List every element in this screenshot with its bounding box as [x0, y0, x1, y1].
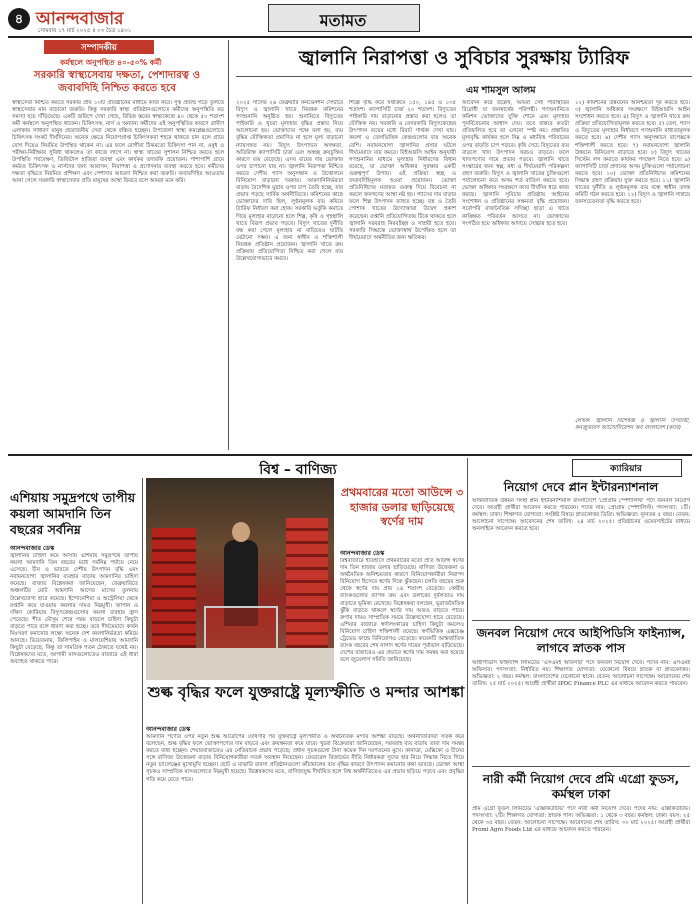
editorial-label: সম্পাদকীয়	[81, 43, 117, 53]
feature-col-3: আবেদন করে উল্লেখ, আমরা সেই পরিস্থিতির বিরোধী যা জনস্বার্থের পরিপন্থী। গণশুনানিতে কমিশন ভোক্তাদের যুক্তি শোনে এবং মূল্যহার পুনর্বিবেচনার আশ্বাস দেয়। তবে বাস্তবে কতটা প্রতিফলিত হবে তা এখনো স্পষ্ট নয়। প্রস্তাবিত মূল্যবৃদ্ধি কার্যকর হলে নিম্ন ও মধ্যবিত্ত পরিবারের ওপর বাড়তি চাপ পড়বে। কৃষি সেচে বিদ্যুতের ব্যয় বাড়লে খাদ্য উৎপাদন খরচও বাড়বে। ফলে খাদ্যপণ্যের দামে প্রভাব পড়বে। জ্বালানি খাতে সংস্কারের জন্য স্বল্প, মধ্য ও দীর্ঘমেয়াদি পরিকল্পনা গ্রহণ জরুরি। বিদ্যুৎ ও জ্বালানি খাতের চুক্তিগুলো পর্যালোচনা করে অসম শর্ত বাতিল করতে হবে। ভোক্তা অধিকার সংরক্ষণে ক্যাব দীর্ঘদিন ধরে কাজ করছে। জ্বালানি সুবিচার প্রতিষ্ঠায় আইনের সংশোধন ও প্রতিষ্ঠানের সক্ষমতা বৃদ্ধি প্রয়োজন। সর্বোপরি রাজনৈতিক সদিচ্ছা ছাড়া এ খাতে কাঙ্ক্ষিত পরিবর্তন আসবে না। ভোক্তাদের সংগঠিত হয়ে অধিকার আদায়ে সোচ্চার হতে হবে।	[462, 100, 569, 227]
career-job2-headline: জনবল নিয়োগ দেবে আইপিডিসি ফাইন্যান্স, লাগবে স্নাতক পাস	[476, 626, 686, 655]
commerce-section-title: বিশ্ব – বাণিজ্য	[259, 462, 337, 478]
masthead-logo: আনন্দবাজার	[36, 9, 124, 29]
career-rule-2	[472, 766, 690, 767]
commerce-left-headline: এশিয়ায় সমুদ্রপথে তাপীয় কয়লা আমদানি তিন বছরের সর্বনিম্ন	[10, 490, 136, 537]
career-job2-body: আইপিডিসি ফাইন্যান্স লিমিটেড 'এসএমই অফিসার' পদে জনবল নিয়োগ দেবে। পদের নাম: এসএমই অফিসার। পদসংখ্যা: নির্ধারিত নয়। শিক্ষাগত যোগ্যতা: যেকোনো বিষয়ে স্নাতক বা স্নাতকোত্তর। অভিজ্ঞতা: ২ বছর। কর্মস্থল: বাংলাদেশের যেকোনো স্থানে। বেতন: আলোচনা সাপেক্ষে। আবেদনের শেষ তারিখ: ২৫ মার্চ ২০২৫। আগ্রহী প্রার্থীরা IPDC Finance PLC এর মাধ্যমে আবেদন করতে পারবেন।	[472, 660, 690, 688]
feature-byline: এম শামসুল আলম	[466, 85, 536, 96]
editorial-kicker: কর্মস্থলে অনুপস্থিত ৪০-৫০% কর্মী	[60, 58, 162, 67]
commerce-right-headline: প্রথমবারের মতো আউন্সে ৩ হাজার ডলার ছাড়িয়েছে স্বর্ণের দাম	[340, 486, 464, 528]
career-rule-1	[472, 620, 690, 621]
career-job3-body: প্রমি এগ্রো ফুডস লিমিটেড 'এক্সিকিউটিভ' পদে নারী কর্মী নিয়োগ দেবে। পদের নাম: এক্সিকিউটিভ। পদসংখ্যা: ২টি। শিক্ষাগত যোগ্যতা: স্নাতক পাস। অভিজ্ঞতা: ১ থেকে ৩ বছর। কর্মস্থল: ঢাকা। বয়স: ২৫ থেকে ৩৫ বছর। বেতন: আলোচনা সাপেক্ষে। আবেদনের শেষ তারিখ: ৩০ মার্চ ২০২৫। আগ্রহী প্রার্থীরা Promi Agro Foods Ltd এর মাধ্যমে আবেদন করতে পারবেন।	[472, 806, 690, 834]
career-divider	[467, 458, 468, 904]
feature-col-1: ২০২৫ সালের ২৬ ফেব্রুয়ারি কনভেনশন সেন্টারে বিদ্যুৎ ও জ্বালানি খাতে নিয়ন্ত্রক কমিশনের গণশুনানি অনুষ্ঠিত হয়। শুনানিতে বিদ্যুতের পাইকারি ও খুচরা মূল্যহার বৃদ্ধির প্রস্তাব নিয়ে আলোচনা হয়। ভোক্তাদের পক্ষে বলা হয়, ব্যয় বৃদ্ধির যৌক্তিকতা প্রমাণিত না হলে মূল্য বাড়ানো ন্যায়সঙ্গত নয়। বিদ্যুৎ উৎপাদনে অদক্ষতা, অতিরিক্ত ক্যাপাসিটি চার্জ এবং অস্বচ্ছ ক্রয়চুক্তির কারণে ব্যয় বেড়েছে। এসব ব্যয়ের দায় ভোক্তার ওপর চাপানো যায় না। জ্বালানি নিরাপত্তা নিশ্চিত করতে দেশীয় গ্যাস অনুসন্ধান ও উত্তোলনে বিনিয়োগ বাড়ানো দরকার। আমদানিনির্ভরতা বাড়ায় বৈদেশিক মুদ্রার ওপর চাপ তৈরি হচ্ছে, যার প্রভাব পড়ছে সার্বিক অর্থনীতিতে। কমিশনের কাছে ভোক্তাদের দাবি ছিল, লুণ্ঠনমূলক ব্যয় কমিয়ে ট্যারিফ নির্ধারণ করা হোক। সরকারি ভর্তুকি কমাতে গিয়ে মূল্যহার বাড়ানো হলে শিল্প, কৃষি ও গৃহস্থালি খাতে বিরূপ প্রভাব পড়বে। বিদ্যুৎ খাতের দুর্নীতি বন্ধ করা গেলে মূল্যহার না বাড়িয়েও ঘাটতি মেটানো সম্ভব। এ জন্য স্বাধীন ও শক্তিশালী নিয়ন্ত্রক প্রতিষ্ঠান প্রয়োজন। জ্বালানি খাতে ক্রয় প্রক্রিয়ায় প্রতিযোগিতা নিশ্চিত করা গেলে ব্যয় উল্লেখযোগ্যভাবে কমবে।	[236, 100, 343, 263]
bottom-rule	[8, 454, 692, 456]
store-shelf-left	[152, 528, 196, 648]
shopping-photo	[146, 478, 334, 680]
commerce-center-body: আমদানি পণ্যের ওপর নতুন শুল্ক আরোপের ঘোষণার পর যুক্তরাষ্ট্রে মূল্যস্ফীতি ও অর্থনৈতিক মন্দার আশঙ্কা বাড়ছে। অর্থনীতিবিদরা সতর্ক করে বলেছেন, শুল্ক বৃদ্ধির ফলে ভোক্তাপণ্যের দাম বাড়বে এবং ক্রয়ক্ষমতা কমে যাবে। খুচরা বিক্রেতারা জানিয়েছেন, সরবরাহ ব্যয় বাড়ায় তারা দাম সমন্বয় করতে বাধ্য হচ্ছেন। শেয়ারবাজারেও এর নেতিবাচক প্রভাব পড়েছে; প্রধান সূচকগুলো টানা কয়েক দিন দরপতনের মুখে। কানাডা, মেক্সিকো ও চীনের সঙ্গে বাণিজ্য উত্তেজনা বাড়ায় বিনিয়োগকারীরা সতর্ক অবস্থান নিয়েছেন। ফেডারেল রিজার্ভের নীতি নির্ধারকরা সুদের হার নিয়ে সিদ্ধান্ত নিতে গিয়ে নতুন চ্যালেঞ্জের মুখোমুখি হচ্ছেন। ছোট ও মাঝারি ব্যবসা প্রতিষ্ঠানগুলো কাঁচামালের ব্যয় বৃদ্ধির কারণে উৎপাদন কমানোর কথা ভাবছে। ভোক্তা আস্থা সূচকও সাম্প্রতিক মাসগুলোতে নিম্নমুখী হয়েছে। বিশ্লেষকদের মতে, বাণিজ্যযুদ্ধ দীর্ঘায়িত হলে বিশ্ব অর্থনীতিতেও এর প্রভাব ছড়িয়ে পড়বে এবং প্রবৃদ্ধির গতি কমে যেতে পারে।	[146, 734, 464, 783]
commerce-left-byline: আনন্দবাজার ডেস্ক	[10, 545, 55, 552]
dateline: সোমবার ১৭ মার্চ ২০২৫ ॥ ০৩ চৈত্র ১৪৩১	[38, 28, 132, 34]
commerce-left-body: জ্বালানির চাহিদা কমে আসায় এশিয়ায় সমুদ্রপথে তাপীয় কয়লা আমদানি তিন বছরের মধ্যে সর্বনিম্ন পর্যায়ে নেমে এসেছে। চীন ও ভারতে দেশীয় উৎপাদন বৃদ্ধি এবং নবায়নযোগ্য জ্বালানির ব্যবহার বাড়ায় আমদানির চাহিদা কমেছে। বাজার বিশ্লেষকরা জানিয়েছেন, ফেব্রুয়ারিতে অঞ্চলটির মোট আমদানি আগের মাসের তুলনায় উল্লেখযোগ্য হারে কমেছে। ইন্দোনেশিয়া ও অস্ট্রেলিয়া থেকে রপ্তানি কমে যাওয়ায় কয়লার দামও নিম্নমুখী। জাপান ও দক্ষিণ কোরিয়ায় বিদ্যুৎকেন্দ্রগুলোর কয়লা ব্যবহার হ্রাস পেয়েছে। শীত মৌসুম শেষে গরম বাড়লে চাহিদা কিছুটা বাড়তে পারে বলে ধারণা করা হচ্ছে। তবে দীর্ঘমেয়াদে কার্বন নিঃসরণ কমানোর লক্ষ্যে অনেক দেশ কয়লানির্ভরতা কমিয়ে আনছে। ভিয়েতনাম, ফিলিপাইন ও মালয়েশিয়ায় আমদানি কিছুটা বেড়েছে, কিন্তু তা সামগ্রিক পতন ঠেকাতে যথেষ্ট নয়। বিশ্লেষকদের মতে, আগামী মাসগুলোতেও বাজারে এই ধারা অব্যাহত থাকতে পারে।	[10, 553, 138, 666]
feature-col-2: শিল্পে বৃদ্ধি করে যথাক্রমে ১৫০, ১৪৫ ও ১৩৫ শতাংশ। ক্যাপাসিটি চার্জ ২০ শতাংশ। বিদ্যুতের পাইকারি দাম বাড়ানোর প্রস্তাব করা হলেও তা যৌক্তিক নয়। সরকারি ও বেসরকারি বিদ্যুৎকেন্দ্রের উৎপাদন ব্যয়ের মধ্যে বিরাট পার্থক্য দেখা যায়। কয়লা ও তেলভিত্তিক কেন্দ্রগুলোর ব্যয় অনেক বেশি। নবায়নযোগ্য জ্বালানির প্রসার ঘটলে দীর্ঘমেয়াদে ব্যয় কমবে। বিইআরসি আইন অনুযায়ী গণশুনানির মাধ্যমে মূল্যহার নির্ধারণের বিধান রয়েছে, যা ভোক্তা অধিকার সুরক্ষার একটি গুরুত্বপূর্ণ উপায়। এই প্রক্রিয়া স্বচ্ছ ও জবাবদিহিমূলক হওয়া প্রয়োজন। ভোক্তা প্রতিনিধিদের মতামত গুরুত্ব দিয়ে বিবেচনা না করলে জনগণের আস্থা নষ্ট হয়। গ্যাসের দাম বাড়ার ফলে শিল্প উৎপাদন ব্যাহত হচ্ছে। বস্ত্র ও তৈরি পোশাক খাতের উদ্যোক্তারা উদ্বেগ প্রকাশ করেছেন। রপ্তানি প্রতিযোগিতায় টিকে থাকতে হলে জ্বালানি সরবরাহ নিরবচ্ছিন্ন ও সাশ্রয়ী হতে হবে। সরকারি সিদ্ধান্তে ভোক্তাস্বার্থ উপেক্ষিত হলে তা দীর্ঘমেয়াদে অর্থনীতির জন্য ক্ষতিকর।	[349, 100, 456, 241]
career-job1-headline: নিয়োগ দেবে প্লান ইন্টারন্যাশনাল	[503, 480, 659, 494]
feature-rule	[236, 76, 692, 77]
store-floor	[146, 648, 334, 680]
career-job3-headline: নারী কর্মী নিয়োগ দেবে প্রমি এগ্রো ফুডস, কর্মস্থল ঢাকা	[482, 772, 680, 801]
commerce-left-divider	[142, 478, 143, 904]
commerce-right-body: বিশ্ববাজারে ইতিহাসে প্রথমবারের মতো প্রতি আউন্স স্বর্ণের দাম তিন হাজার ডলার ছাড়িয়েছে। বাণিজ্য উত্তেজনা ও অর্থনৈতিক অনিশ্চয়তার কারণে বিনিয়োগকারীরা নিরাপদ বিনিয়োগ হিসেবে স্বর্ণের দিকে ঝুঁকছেন। চলতি বছরের শুরু থেকে স্বর্ণের দাম প্রায় ১৪ শতাংশ বেড়েছে। কেন্দ্রীয় ব্যাংকগুলোর ব্যাপক ক্রয় এবং ডলারের দুর্বলতাও দাম বাড়াতে ভূমিকা রেখেছে। বিশ্লেষকরা বলছেন, ভূরাজনৈতিক ঝুঁকি বাড়তে থাকলে স্বর্ণের দাম আরও বাড়তে পারে। রুপার দামও সাম্প্রতিক সময়ে উল্লেখযোগ্য হারে বেড়েছে। এশিয়ার বাজারে স্বর্ণালংকারের চাহিদা কিছুটা কমলেও বিনিয়োগ চাহিদা শক্তিশালী রয়েছে। স্বর্ণভিত্তিক এক্সচেঞ্জ ট্রেডেড ফান্ডে বিনিয়োগও বেড়েছে। কয়েকটি আন্তর্জাতিক ব্যাংক বছরের শেষ নাগাদ স্বর্ণের দামের পূর্বাভাস বাড়িয়েছে। দেশের বাজারেও এর প্রভাবে স্বর্ণের দাম সমন্বয় করা হয়েছে বলে জুয়েলার্স সমিতি জানিয়েছে।	[340, 558, 464, 664]
editorial-body: স্বাস্থ্যসেবা নিশ্চিত করতে সরকার প্রায় ১৩টি প্রতিষ্ঠানের মাধ্যমে কাজ করে। সুস্থ প্রজন্ম গড়ে তুলতে স্বাস্থ্যসেবার মান বাড়ানো জরুরি। কিন্তু সরকারি স্বাস্থ্য প্রতিষ্ঠানগুলোতে কর্মীদের অনুপস্থিতি বড় সমস্যা হয়ে দাঁড়িয়েছে। একটি জরিপে দেখা গেছে, বিভিন্ন স্তরের স্বাস্থ্যকেন্দ্রে ৪০ থেকে ৫০ শতাংশ কর্মী কর্মস্থলে অনুপস্থিত থাকেন। চিকিৎসক, নার্স ও অন্যান্য কর্মীদের এই অনুপস্থিতির কারণে গ্রামীণ এলাকার সাধারণ মানুষ প্রয়োজনীয় সেবা থেকে বঞ্চিত হচ্ছেন। উপজেলা স্বাস্থ্য কমপ্লেক্সগুলোতে চিকিৎসক সংকট দীর্ঘদিনের। অনেক ক্ষেত্রে নিয়োগপ্রাপ্ত চিকিৎসকরা শহরে থাকতে চান বলে গ্রামে যোগ দিয়েও নিয়মিত উপস্থিত থাকেন না। এর ফলে রোগীরা ঠিকমতো চিকিৎসা পান না, ওষুধ ও পরীক্ষা-নিরীক্ষার সুবিধা থাকলেও তা কাজে লাগে না। স্বাস্থ্য খাতের সুশাসন নিশ্চিত করতে হলে উপস্থিতি পর্যবেক্ষণ, ডিজিটাল হাজিরা ব্যবস্থা এবং কার্যকর তদারকি প্রয়োজন। পাশাপাশি গ্রামে কর্মরত চিকিৎসক ও নার্সদের জন্য আবাসন, নিরাপত্তা ও প্রণোদনার ব্যবস্থা করতে হবে। কর্মীদের দক্ষতা বৃদ্ধিতে নিয়মিত প্রশিক্ষণ এবং পেশাদার আচরণ নিশ্চিত করা জরুরি। জবাবদিহির আওতায় আনা গেলে সরকারি স্বাস্থ্যসেবার প্রতি মানুষের আস্থা ফিরবে বলে আমরা মনে করি।	[12, 100, 224, 185]
commerce-center-byline: আনন্দবাজার ডেস্ক	[146, 726, 191, 733]
career-label: ক্যারিয়ার	[610, 464, 642, 474]
career-job1-body: আন্তর্জাতিক উন্নয়ন সংস্থা প্লান ইন্টারন্যাশনাল বাংলাদেশে 'প্রোগ্রাম স্পেশালিস্ট' পদে জনবল নিয়োগ দেবে। আগ্রহী প্রার্থীরা আবেদন করতে পারবেন। পদের নাম: প্রোগ্রাম স্পেশালিস্ট। পদসংখ্যা: ১টি। কর্মস্থল: ঢাকা। শিক্ষাগত যোগ্যতা: সংশ্লিষ্ট বিষয়ে স্নাতকোত্তর ডিগ্রি। অভিজ্ঞতা: ন্যূনতম ৫ বছর। বেতন: আলোচনা সাপেক্ষে। আবেদনের শেষ তারিখ: ২৪ মার্চ ২০২৫। প্রতিষ্ঠানের ওয়েবসাইটের মাধ্যমে অনলাইনে আবেদন করতে হবে।	[472, 498, 690, 533]
commerce-right-byline: আনন্দবাজার ডেস্ক	[340, 550, 385, 557]
page-number: ৪	[14, 12, 24, 27]
store-shelf-right	[286, 518, 328, 648]
feature-author-note: লেখক: জ্বালানি বিশেষজ্ঞ ও জ্বালানি উপদেষ্টা, কনজ্যুমারস অ্যাসোসিয়েশন অব বাংলাদেশ (ক্যাব)	[575, 418, 690, 432]
header-rule	[8, 36, 692, 38]
commerce-center-headline: শুল্ক বৃদ্ধির ফলে যুক্তরাষ্ট্রে মূল্যস্ফীতি ও মন্দার আশঙ্কা	[147, 683, 465, 701]
section-title: মতামত	[319, 11, 367, 30]
feature-col-4: ১২) কমিশনের উন্নয়নের অনিশ্চয়তা দূর করতে হবে। ৩) জ্বালানি অধিকার সংরক্ষণে বিইআরসি আইন সংশোধন করতে হবে। ৪) বিদ্যুৎ ও জ্বালানি খাতে ক্রয় প্রক্রিয়া প্রতিযোগিতামূলক করতে হবে। ৫) তেল, গ্যাস ও বিদ্যুতের মূল্যহার নির্ধারণে গণশুনানি বাধ্যতামূলক করতে হবে। ৬) দেশীয় গ্যাস অনুসন্ধানে বাপেক্সকে শক্তিশালী করতে হবে। ৭) নবায়নযোগ্য জ্বালানি উন্নয়নে বিনিয়োগ বাড়াতে হবে। ৮) বিদ্যুৎ খাতের সিস্টেম লস কমাতে কার্যকর পদক্ষেপ নিতে হবে। ৯) ক্যাপাসিটি চার্জ প্রদানের অসম চুক্তিগুলো পর্যালোচনা করতে হবে। ১০) ভোক্তা প্রতিনিধিদের কমিশনের সিদ্ধান্ত গ্রহণ প্রক্রিয়ায় যুক্ত করতে হবে। ১১) জ্বালানি খাতের দুর্নীতি ও লুণ্ঠনমূলক ব্যয় বন্ধে স্বাধীন তদন্ত কমিটি গঠন করতে হবে। ১২) বিদ্যুৎ ও জ্বালানি সাশ্রয়ে জনসচেতনতা বৃদ্ধি করতে হবে।	[575, 100, 690, 206]
shopping-cart	[204, 606, 278, 650]
shopper-head	[232, 522, 250, 542]
editorial-divider	[228, 40, 229, 450]
editorial-headline: সরকারি স্বাস্থ্যসেবায় দক্ষতা, পেশাদারত্ব ও জবাবদিহি নিশ্চিত করতে হবে	[33, 70, 201, 94]
feature-headline: জ্বালানি নিরাপত্তা ও সুবিচার সুরক্ষায় ট্যারিফ	[298, 47, 630, 69]
